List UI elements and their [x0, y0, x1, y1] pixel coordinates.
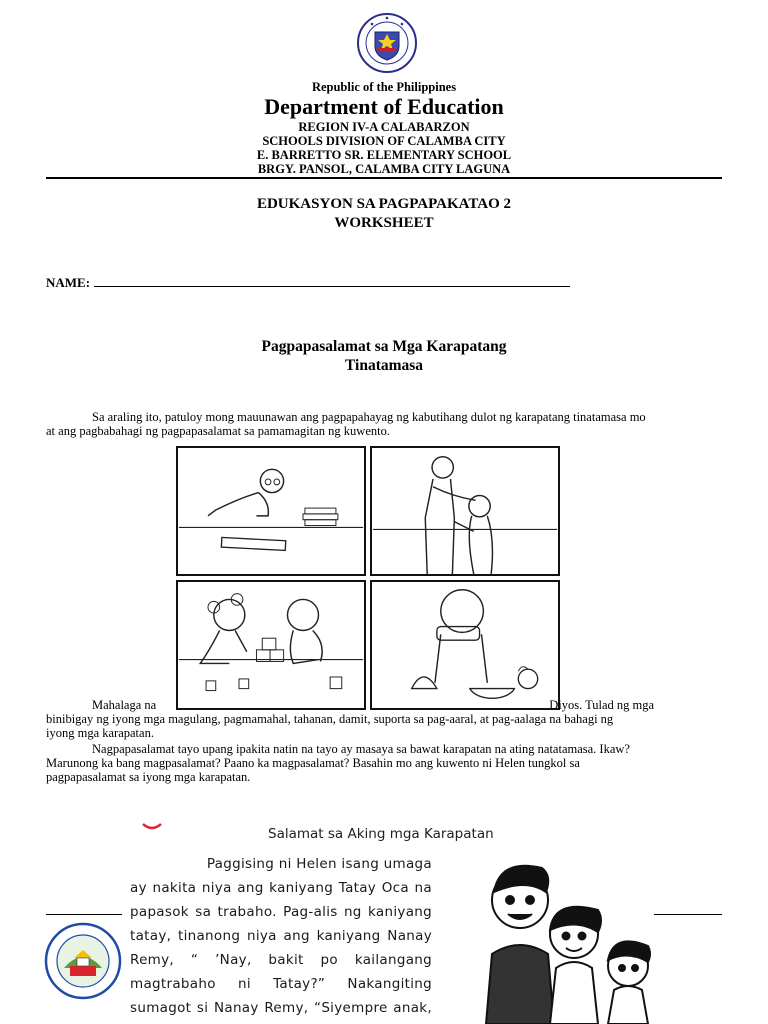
lesson-title: Pagpapasalamat sa Mga Karapatang — [261, 338, 507, 355]
story-line-1: Paggising ni Helen isang umaga — [206, 856, 432, 872]
child-eating-icon — [372, 582, 558, 708]
paragraph3-line-2: Marunong ka bang magpasalamat? Paano ka magpasalamat? Basahin mo ang kuwento ni Helen tungkol sa — [46, 756, 580, 770]
name-field[interactable] — [46, 273, 570, 291]
worksheet-title: WORKSHEET — [334, 215, 434, 231]
left-divider — [46, 914, 122, 915]
child-studying-icon — [178, 448, 364, 574]
story-line-3: papasok sa trabaho. Pag-alis ng kaniyang — [130, 904, 432, 920]
paragraph3-line-3: pagpapasalamat sa iyong mga karapatan. — [46, 770, 251, 784]
story-title: Salamat sa Aking mga Karapatan — [268, 826, 494, 842]
paragraph2-end: Diyos. Tulad ng mga — [549, 698, 655, 712]
address-line: BRGY. PANSOL, CALAMBA CITY LAGUNA — [257, 162, 511, 176]
intro-line-2: at ang pagbabahagi ng pagpapasalamat sa pamamagitan ng kuwento. — [46, 424, 390, 438]
lesson-title-line2: Tinatamasa — [344, 357, 424, 374]
department-title: Department of Education — [264, 94, 504, 119]
paragraph3-line-1: Nagpapasalamat tayo upang ipakita natin na tayo ay masaya sa bawat karapatan na ating natatamasa. Ikaw? — [92, 742, 630, 756]
school-seal-icon — [44, 922, 122, 1000]
three-children-illustration-icon — [458, 856, 668, 1024]
story-line-5: Remy, “ ’Nay, bakit po kailangang — [130, 952, 432, 968]
story-line-7: sumagot si Nanay Remy, “Siyempre anak, — [130, 1000, 432, 1016]
father-hugging-child-icon — [372, 448, 558, 574]
header-divider — [46, 177, 722, 179]
intro-line-1: Sa araling ito, patuloy mong mauunawan ang pagpapahayag ng kabutihang dulot ng karapatang tinatamasa mo — [92, 410, 646, 424]
division-line: SCHOOLS DIVISION OF CALAMBA CITY — [262, 134, 506, 148]
children-playing-blocks-icon — [178, 582, 364, 708]
name-blank-line[interactable] — [94, 273, 570, 287]
region-line: REGION IV-A CALABARZON — [298, 120, 470, 134]
story-line-2: ay nakita niya ang kaniyang Tatay Oca na — [130, 880, 432, 896]
paragraph2-start: Mahalaga na — [92, 698, 157, 712]
panel-eating — [370, 580, 560, 710]
story-line-4: tatay, tinanong niya ang kaniyang Nanay — [130, 928, 432, 944]
paragraph2-line-2: binibigay ng iyong mga magulang, pagmamahal, tahanan, damit, suporta sa pag-aaral, at pag-aalaga na bahagi ng — [46, 712, 614, 726]
republic-line: Republic of the Philippines — [311, 80, 457, 94]
red-mark-icon — [142, 822, 162, 830]
name-label: NAME: — [46, 275, 91, 290]
paragraph2-line-1 — [46, 698, 722, 713]
deped-seal-icon — [356, 12, 418, 74]
panel-playing — [176, 580, 366, 710]
paragraph2-line-3: iyong mga karapatan. — [46, 726, 154, 740]
school-line: E. BARRETTO SR. ELEMENTARY SCHOOL — [256, 148, 512, 162]
story-line-6: magtrabaho ni Tatay?” Nakangiting — [130, 976, 432, 992]
panel-family — [370, 446, 560, 576]
subject-title: EDUKASYON SA PAGPAPAKATAO 2 — [256, 196, 512, 212]
panel-studying — [176, 446, 366, 576]
illustration-panels — [176, 446, 562, 712]
